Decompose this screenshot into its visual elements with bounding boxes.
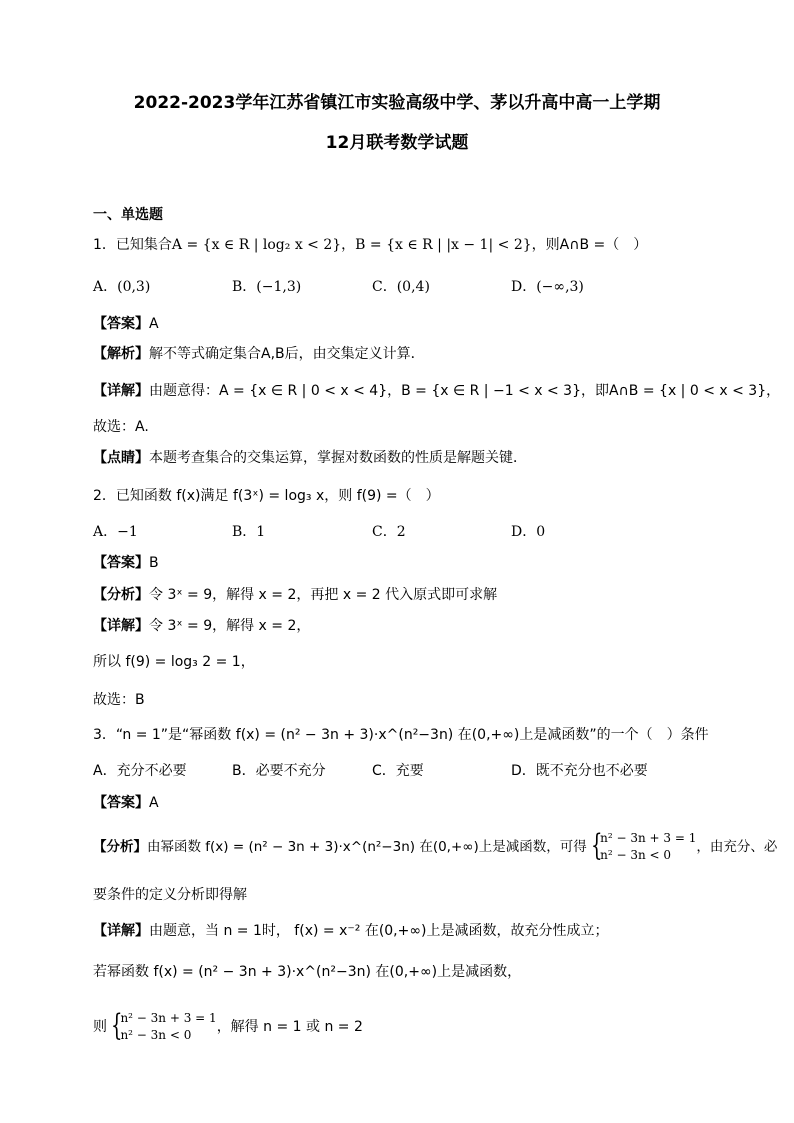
q3-then-prefix: 则: [93, 1019, 107, 1035]
q3-analysis-b: ，由充分、必: [696, 839, 778, 855]
q3-analysis-system: [591, 830, 696, 864]
q3-sys-line2: n² − 3n < 0: [600, 848, 672, 862]
q3-then-suffix: ，解得 n = 1 或 n = 2: [216, 1019, 363, 1035]
q1-analysis: 解不等式确定集合A,B后，由交集定义计算．: [149, 346, 425, 362]
q1-comma: ，: [341, 237, 356, 253]
q2-detail: 令 3ˣ = 9，解得 x = 2，: [149, 618, 311, 634]
q2-detail-row: [93, 615, 310, 635]
q1-comment-tag: 【点睛】: [93, 450, 149, 466]
q1-option-c: C．(0,4): [372, 279, 430, 295]
q1-choose: 故选：A.: [93, 419, 149, 435]
q3-then-sys-line1: n² − 3n + 3 = 1: [120, 1011, 217, 1025]
q3-detail-row: [93, 920, 609, 940]
q1-option-a: A．(0,3): [93, 279, 151, 295]
document-title-line1: 2022-2023学年江苏省镇江市实验高级中学、茅以升高中高一上学期: [133, 93, 661, 113]
q1-detail-row: [93, 380, 780, 400]
section-heading: 一、单选题: [93, 207, 163, 223]
q1-stem-prefix: 1．已知集合: [93, 237, 172, 253]
q3-sys-line1: n² − 3n + 3 = 1: [600, 831, 697, 845]
q3-answer-row: [93, 792, 159, 812]
q3-then-system: [111, 1010, 216, 1044]
q3-detail: 由题意，当 n = 1时， f(x) = x⁻² 在(0,+∞)上是减函数，故充分性成立；: [149, 923, 609, 939]
q1-stem: [93, 234, 647, 254]
q3-option-a: A．充分不必要: [93, 763, 187, 779]
q2-analysis-tag: 【分析】: [93, 587, 149, 603]
q1-answer-tag: 【答案】: [93, 316, 149, 332]
q3-option-c: C．充要: [372, 763, 424, 779]
q3-answer: A: [149, 795, 159, 811]
q3-stem: 3．“n = 1”是“幂函数 f(x) = (n² − 3n + 3)·x^(n²−3n) 在(0,+∞)上是减函数”的一个（ ）条件: [93, 727, 709, 743]
q2-answer: B: [149, 555, 159, 571]
q2-analysis: 令 3ˣ = 9，解得 x = 2，再把 x = 2 代入原式即可求解: [149, 587, 498, 603]
q3-analysis-c: 要条件的定义分析即得解: [93, 887, 247, 903]
q3-option-d: D．既不充分也不必要: [511, 763, 648, 779]
q2-analysis-row: [93, 584, 497, 604]
q3-answer-tag: 【答案】: [93, 795, 149, 811]
q2-answer-tag: 【答案】: [93, 555, 149, 571]
q3-detail-tag: 【详解】: [93, 923, 149, 939]
q2-detail-tag: 【详解】: [93, 618, 149, 634]
brace-glyph: {: [111, 1008, 123, 1043]
q3-then-sys-line2: n² − 3n < 0: [120, 1028, 192, 1042]
q3-analysis-tag: 【分析】: [93, 839, 147, 855]
q1-analysis-row: [93, 343, 425, 363]
q1-ask: ，则A∩B =（ ）: [531, 237, 648, 253]
q3-then-row: [93, 1010, 363, 1044]
q2-stem: 2．已知函数 f(x)满足 f(3ˣ) = log₃ x，则 f(9) =（ ）: [93, 488, 440, 504]
q3-option-b: B．必要不充分: [232, 763, 326, 779]
q1-set-a: A = {x ∈ R | log₂ x < 2}: [171, 237, 342, 253]
q2-answer-row: [93, 552, 159, 572]
q2-choose: 故选：B: [93, 692, 145, 708]
q3-analysis-a: 由幂函数 f(x) = (n² − 3n + 3)·x^(n²−3n) 在(0,+∞)上是减函数，可得: [147, 839, 587, 855]
q1-option-d: D．(−∞,3): [511, 279, 584, 295]
q1-answer-row: [93, 313, 159, 333]
q1-comment-row: [93, 447, 527, 467]
q2-option-c: C．2: [372, 524, 406, 540]
brace-glyph: {: [591, 828, 603, 863]
q1-detail: 由题意得：A = {x ∈ R | 0 < x < 4}，B = {x ∈ R | −1 < x < 3}，即A∩B = {x | 0 < x < 3}，: [149, 383, 781, 399]
q1-comment: 本题考查集合的交集运算，掌握对数函数的性质是解题关键．: [149, 450, 527, 466]
q2-option-d: D．0: [511, 524, 546, 540]
q1-option-b: B．(−1,3): [232, 279, 302, 295]
q1-set-b: B = {x ∈ R | |x − 1| < 2}: [355, 237, 532, 253]
document-title-line2: 12月联考数学试题: [325, 133, 469, 153]
q3-if-line: 若幂函数 f(x) = (n² − 3n + 3)·x^(n²−3n) 在(0,+∞)上是减函数，: [93, 964, 522, 980]
q2-option-b: B．1: [232, 524, 266, 540]
q3-analysis-row: [93, 830, 777, 864]
q1-answer: A: [149, 316, 159, 332]
q2-so: 所以 f(9) = log₃ 2 = 1，: [93, 654, 255, 670]
q1-detail-tag: 【详解】: [93, 383, 149, 399]
q2-option-a: A．−1: [93, 524, 138, 540]
q1-analysis-tag: 【解析】: [93, 346, 149, 362]
